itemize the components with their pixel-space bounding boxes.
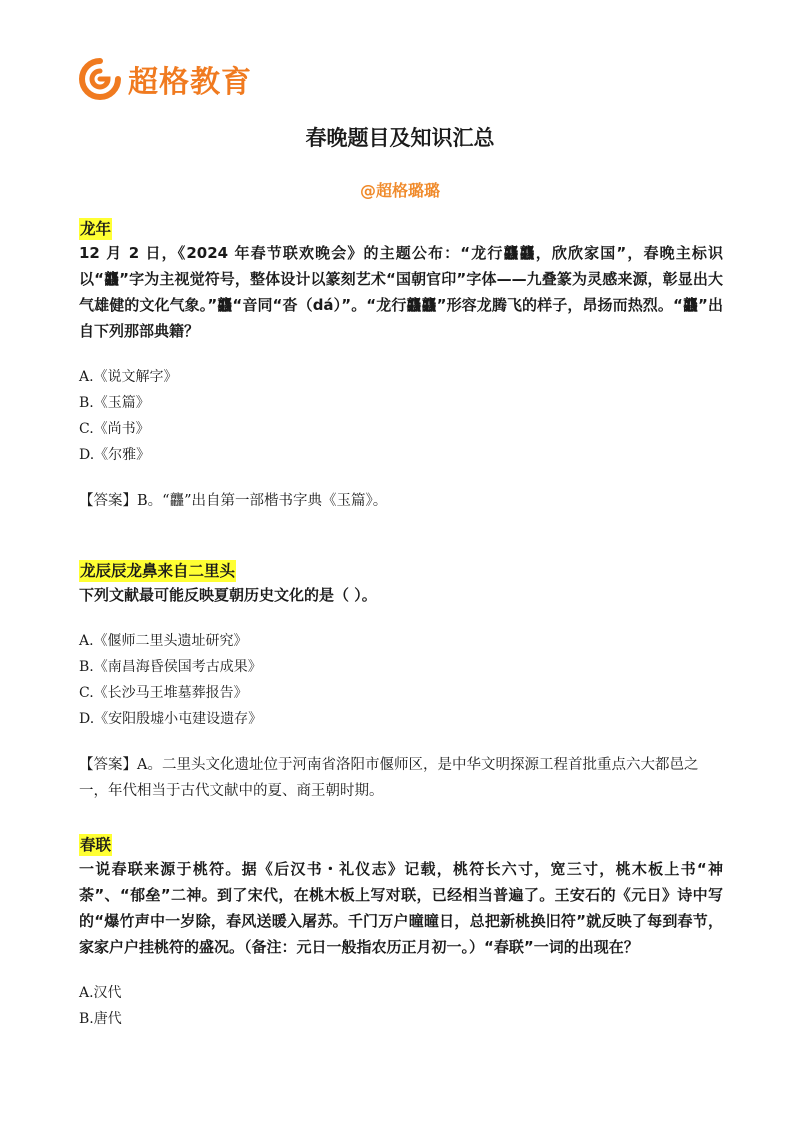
question-text: 12 月 2 日，《2024 年春节联欢晚会》的主题公布：“龙行龘龘，欣欣家国”，春晚主标识以“龘”字为主视觉符号，整体设计以篆刻艺术“国朝官印”字体——九叠篆为灵感来源，彰显出大气雄健的文化气象。”龘“音同“沓（dá）”。“龙行龘龘”形容龙腾飞的样子，昂扬而热烈。“龘”出自下列那部典籍？ bbox=[79, 244, 723, 340]
option-a: A.《说文解字》 bbox=[79, 369, 178, 385]
section-title: 龙年 bbox=[80, 220, 112, 238]
document-body bbox=[79, 218, 723, 1032]
question-section-3 bbox=[79, 834, 723, 1032]
brand-mark-icon bbox=[78, 57, 122, 101]
section-title: 龙辰辰龙鼻来自二里头 bbox=[80, 562, 236, 580]
option-b: B.《玉篇》 bbox=[79, 395, 150, 411]
question-section-2 bbox=[79, 560, 723, 804]
page-title: 春晚题目及知识汇总 bbox=[305, 126, 495, 150]
question-section-1 bbox=[79, 218, 723, 514]
option-a: A.《偃师二里头遗址研究》 bbox=[79, 633, 248, 649]
brand-logo bbox=[78, 57, 252, 101]
brand-name: 超格教育 bbox=[128, 65, 252, 100]
author-tag: @超格璐璐 bbox=[359, 181, 440, 200]
option-list bbox=[79, 364, 723, 468]
answer-text: 【答案】A。二里头文化遗址位于河南省洛阳市偃师区，是中华文明探源工程首批重点六大都邑之一，年代相当于古代文献中的夏、商王朝时期。 bbox=[79, 757, 699, 799]
answer-text: 【答案】B。“龘”出自第一部楷书字典《玉篇》。 bbox=[79, 493, 388, 509]
option-b: B.唐代 bbox=[79, 1011, 122, 1027]
question-text: 下列文献最可能反映夏朝历史文化的是（ ）。 bbox=[79, 586, 377, 604]
option-list bbox=[79, 980, 723, 1032]
option-d: D.《尔雅》 bbox=[79, 447, 151, 463]
section-title: 春联 bbox=[80, 836, 112, 854]
option-c: C.《长沙马王堆墓葬报告》 bbox=[79, 685, 248, 701]
option-c: C.《尚书》 bbox=[79, 421, 150, 437]
option-d: D.《安阳殷墟小屯建设遗存》 bbox=[79, 711, 263, 727]
option-b: B.《南昌海昏侯国考古成果》 bbox=[79, 659, 262, 675]
option-list bbox=[79, 628, 723, 732]
option-a: A.汉代 bbox=[79, 985, 122, 1001]
question-text: 一说春联来源于桃符。据《后汉书・礼仪志》记载，桃符长六寸，宽三寸，桃木板上书“神荼”、“郁垒”二神。到了宋代，在桃木板上写对联，已经相当普遍了。王安石的《元日》诗中写的“爆竹声中一岁除，春风送暖入屠苏。千门万户曈曈日，总把新桃换旧符”就反映了每到春节，家家户户挂桃符的盛况。（备注：元日一般指农历正月初一。）“春联”一词的出现在？ bbox=[79, 860, 723, 956]
